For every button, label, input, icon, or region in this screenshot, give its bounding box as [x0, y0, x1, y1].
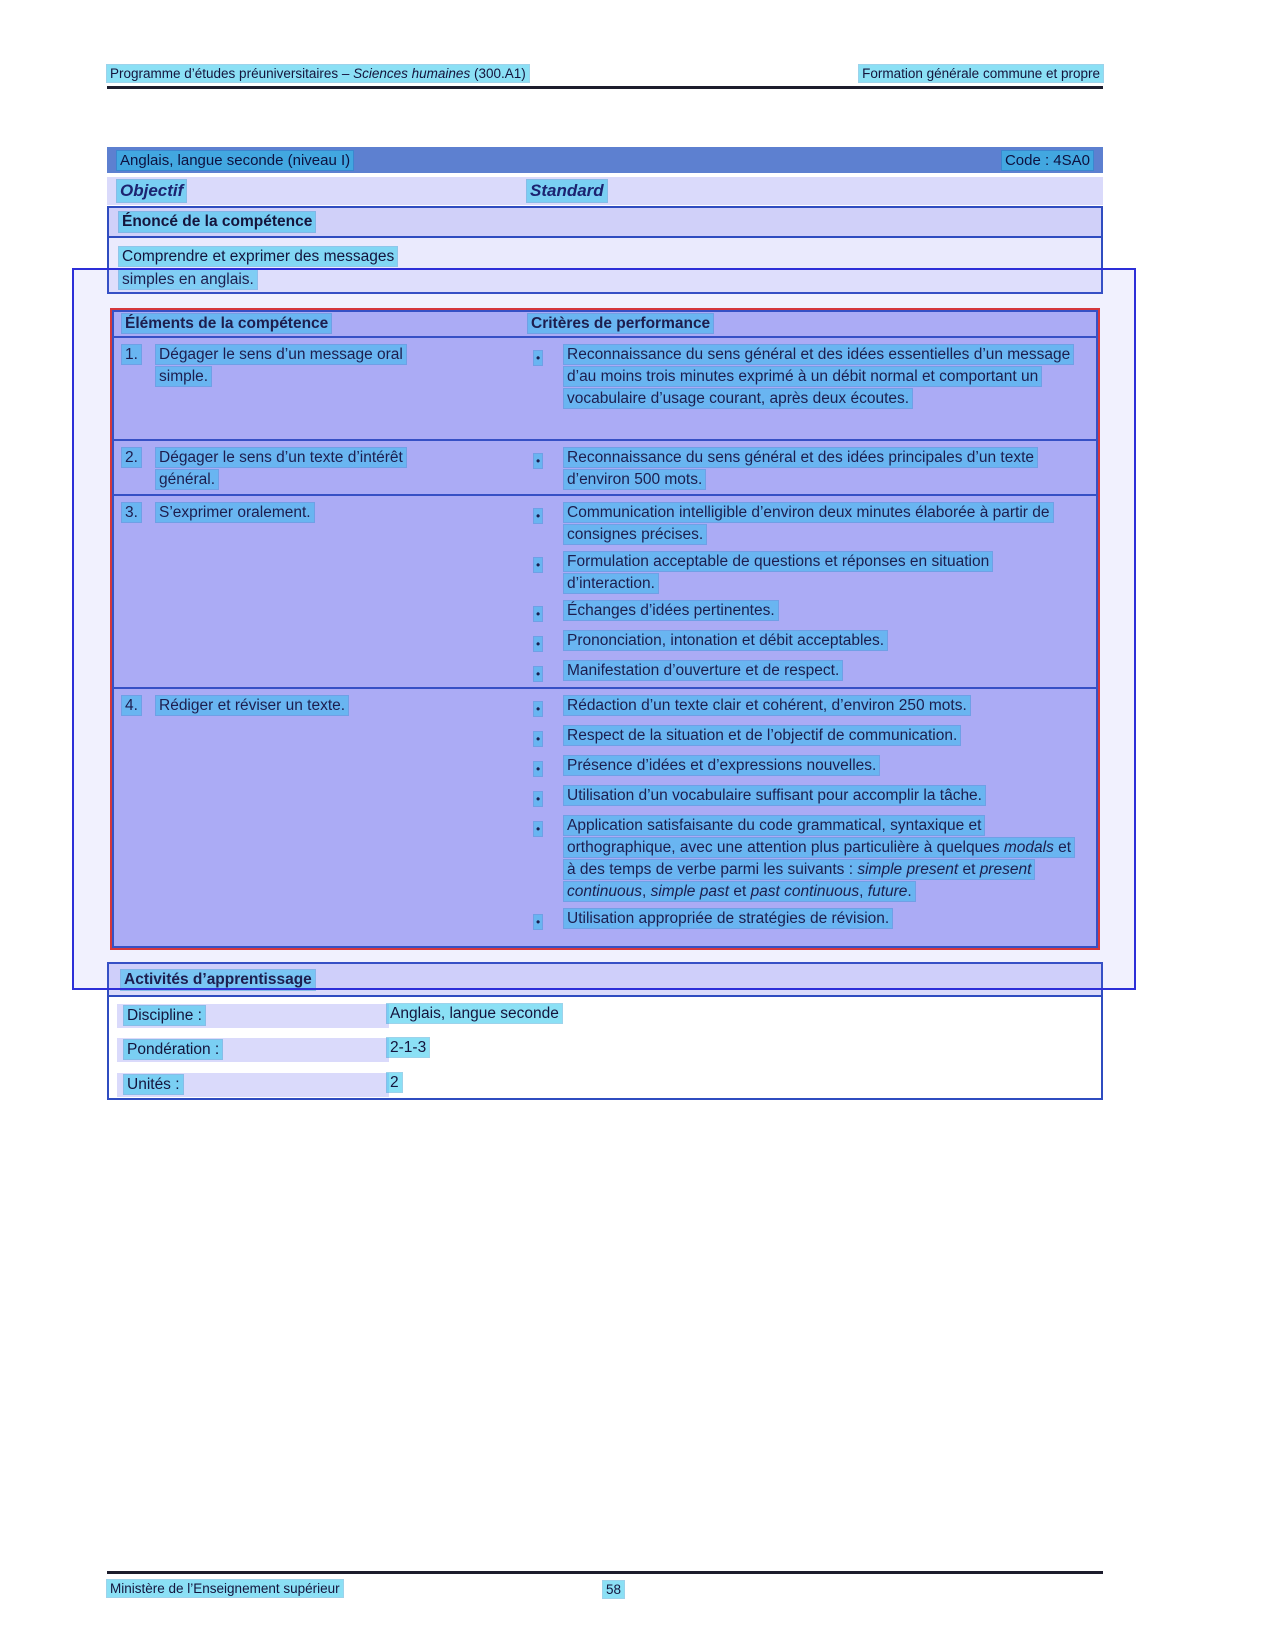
bullet-icon: •	[536, 351, 541, 365]
field-row-ponderation	[109, 1038, 1101, 1062]
bullet-icon: •	[536, 822, 541, 836]
page-number: 58	[603, 1581, 624, 1598]
table-row	[114, 496, 1096, 689]
bullet-icon: •	[536, 732, 541, 746]
bullet-text: Échanges d’idées pertinentes.	[564, 600, 1096, 625]
field-label: Unités :	[117, 1073, 389, 1097]
element-cell	[114, 338, 526, 439]
bullet-icon: •	[536, 702, 541, 716]
enonce-heading-row	[109, 208, 1101, 238]
footer-rule	[107, 1571, 1103, 1574]
field-label: Pondération :	[117, 1038, 389, 1062]
bullet-item	[526, 908, 1096, 933]
bullet-text: Rédaction d’un texte clair et cohérent, d’environ 250 mots.	[564, 695, 1096, 720]
row-number: 2.	[122, 447, 156, 496]
header-left-italic: Sciences humaines	[353, 66, 471, 81]
bullet-text: Prononciation, intonation et débit acceptables.	[564, 630, 1096, 655]
header-left-text	[107, 65, 529, 82]
bullet-icon: •	[536, 667, 541, 681]
bullet-icon: •	[536, 915, 541, 929]
bullet-item	[526, 755, 1096, 780]
bullet-icon: •	[536, 607, 541, 621]
enonce-line: Comprendre et exprimer des messages	[119, 245, 1091, 268]
course-title: Anglais, langue seconde (niveau I)	[117, 151, 353, 170]
section-header-band	[107, 177, 1103, 205]
element-cell	[114, 689, 526, 940]
bullet-item	[526, 695, 1096, 720]
header-rule	[107, 86, 1103, 89]
bullet-item	[526, 551, 1096, 595]
bullet-icon: •	[536, 509, 541, 523]
bullet-item	[526, 447, 1096, 491]
table-row	[114, 441, 1096, 496]
bullet-item	[526, 725, 1096, 750]
activities-box	[107, 962, 1103, 1100]
bullet-text: Présence d’idées et d’expressions nouvelles.	[564, 755, 1096, 780]
enonce-heading: Énoncé de la compétence	[119, 212, 315, 232]
field-label: Discipline :	[117, 1004, 389, 1028]
element-text: Dégager le sens d’un message oral simple.	[156, 344, 456, 439]
table-row	[114, 338, 1096, 441]
competence-table	[112, 310, 1098, 948]
bullet-icon: •	[536, 454, 541, 468]
footer-text: Ministère de l’Enseignement supérieur	[107, 1580, 343, 1597]
col-header-criteres: Critères de performance	[526, 313, 1096, 335]
element-text: Rédiger et réviser un texte.	[156, 695, 456, 940]
bullet-text: Manifestation d’ouverture et de respect.	[564, 660, 1096, 685]
element-cell	[114, 496, 526, 690]
bullet-item	[526, 344, 1096, 410]
bullet-text: Utilisation d’un vocabulaire suffisant pour accomplir la tâche.	[564, 785, 1096, 810]
col-header-elements: Éléments de la compétence	[114, 313, 526, 335]
activities-heading-row	[109, 964, 1101, 997]
objectif-heading: Objectif	[117, 180, 186, 202]
field-value: 2-1-3	[387, 1039, 429, 1057]
activities-heading: Activités d’apprentissage	[121, 970, 315, 990]
bullet-text-mixed: Application satisfaisante du code grammatical, syntaxique et orthographique, avec une attention plus particulière à quelques modals et à des temps de verbe parmi les suivants : simple present et present continuous, simple past et past continuous, future.	[564, 815, 1096, 903]
enonce-line: simples en anglais.	[119, 268, 1091, 291]
doc-footer	[107, 1581, 1103, 1596]
criteria-cell	[526, 338, 1096, 439]
header-right	[859, 66, 1103, 81]
course-title-bar	[107, 147, 1103, 173]
bullet-text: Reconnaissance du sens général et des idées essentielles d’un message d’au moins trois minutes exprimé à un débit normal et comportant un vocabulaire d’usage courant, après deux écoutes.	[564, 344, 1096, 410]
bullet-item	[526, 600, 1096, 625]
bullet-text: Respect de la situation et de l’objectif de communication.	[564, 725, 1096, 750]
header-left-prefix: Programme d’études préuniversitaires –	[110, 66, 354, 81]
field-row-discipline	[109, 1004, 1101, 1028]
element-cell	[114, 441, 526, 496]
field-value: 2	[387, 1074, 402, 1092]
header-left-suffix: (300.A1)	[470, 66, 526, 81]
criteria-cell	[526, 496, 1096, 690]
standard-heading: Standard	[527, 180, 607, 202]
bullet-item	[526, 785, 1096, 810]
bullet-icon: •	[536, 637, 541, 651]
bullet-text: Utilisation appropriée de stratégies de révision.	[564, 908, 1096, 933]
row-number: 3.	[122, 502, 156, 690]
field-row-unites	[109, 1073, 1101, 1097]
header-left	[107, 66, 529, 81]
bullet-text: Communication intelligible d’environ deux minutes élaborée à partir de consignes précises.	[564, 502, 1096, 546]
bullet-item	[526, 660, 1096, 685]
bullet-icon: •	[536, 762, 541, 776]
doc-header	[107, 66, 1103, 81]
criteria-cell	[526, 441, 1096, 496]
competence-table-annotation	[110, 308, 1100, 950]
bullet-text: Reconnaissance du sens général et des idées principales d’un texte d’environ 500 mots.	[564, 447, 1096, 491]
row-number: 4.	[122, 695, 156, 940]
element-text: S’exprimer oralement.	[156, 502, 456, 690]
table-header-row	[114, 312, 1096, 338]
bullet-icon: •	[536, 792, 541, 806]
bullet-text: Formulation acceptable de questions et réponses en situation d’interaction.	[564, 551, 1096, 595]
field-value: Anglais, langue seconde	[387, 1005, 562, 1023]
row-number: 1.	[122, 344, 156, 439]
element-text: Dégager le sens d’un texte d’intérêt général.	[156, 447, 456, 496]
enonce-box	[107, 206, 1103, 294]
course-code: Code : 4SA0	[1002, 151, 1093, 170]
bullet-item	[526, 502, 1096, 546]
bullet-icon: •	[536, 558, 541, 572]
table-row	[114, 689, 1096, 940]
header-right-text: Formation générale commune et propre	[859, 65, 1103, 82]
bullet-item	[526, 630, 1096, 655]
bullet-item	[526, 815, 1096, 903]
enonce-body	[109, 238, 1101, 291]
criteria-cell	[526, 689, 1096, 940]
